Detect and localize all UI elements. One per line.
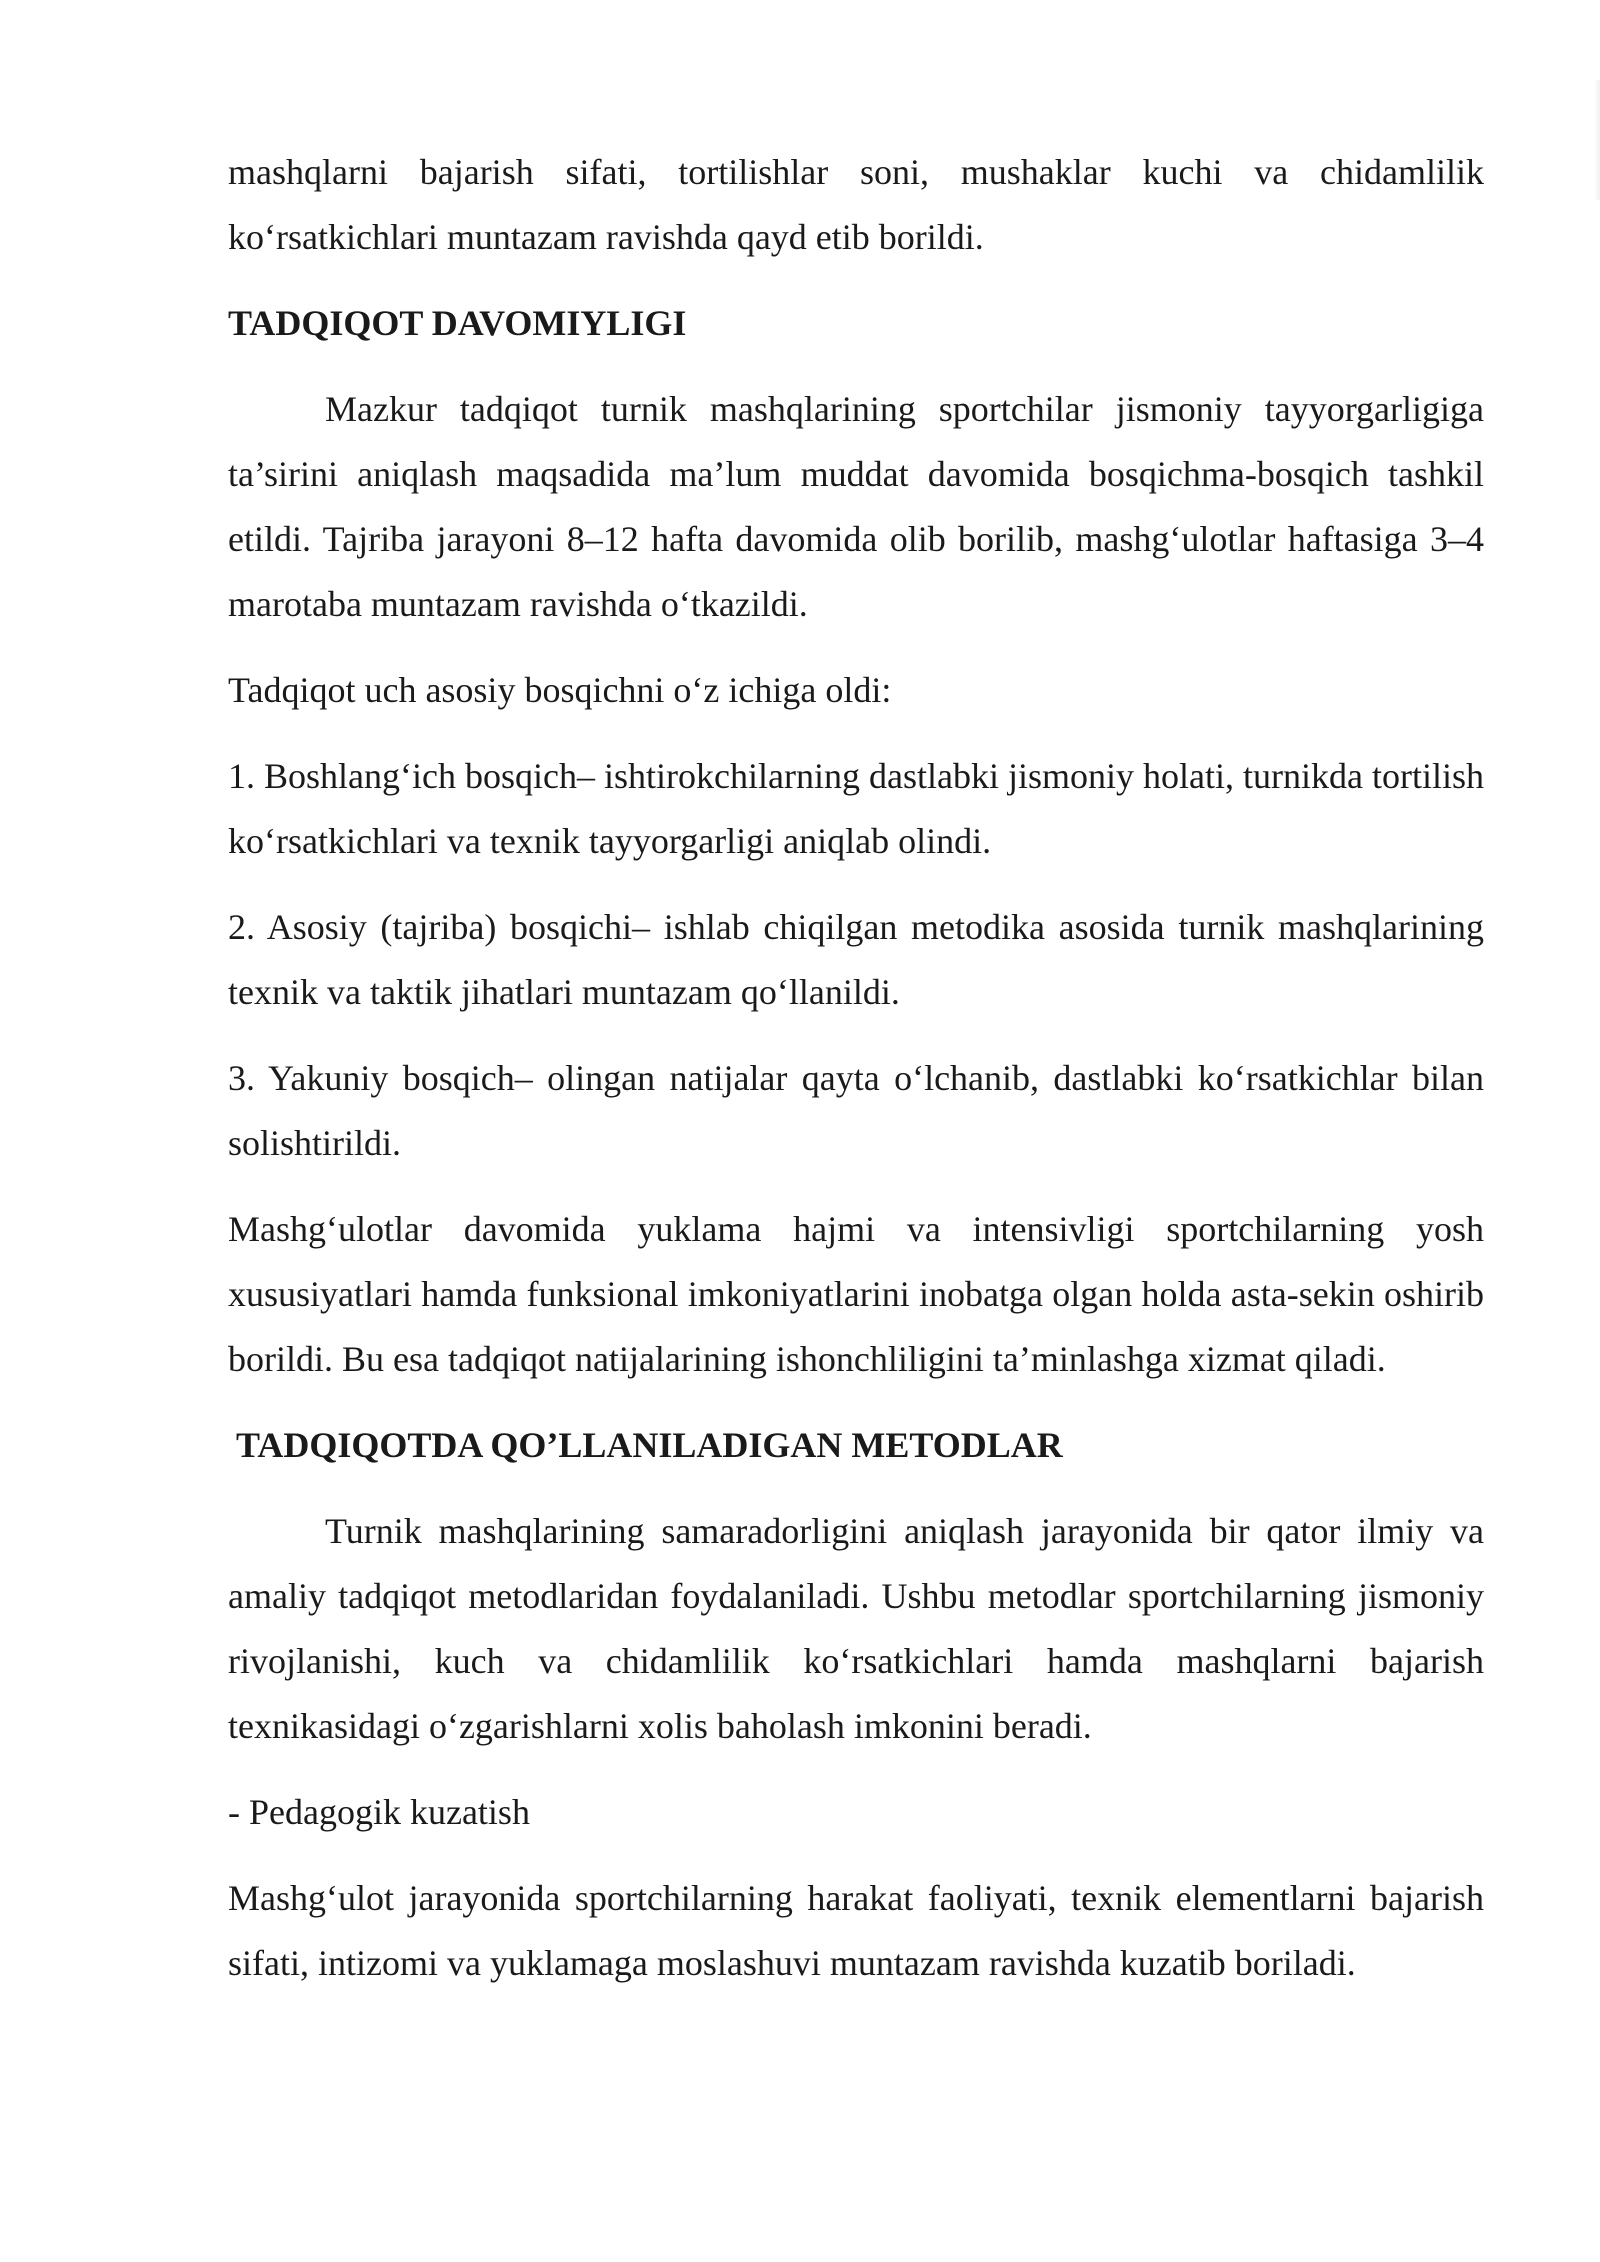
paragraph-observation-detail: Mashg‘ulot jarayonida sportchilarning harakat faoliyati, texnik elementlarni bajarish sifati, intizomi va yuklamaga moslashuvi muntazam ravishda kuzatib boriladi.: [228, 1878, 1484, 1983]
paragraph-stages-intro: Tadqiqot uch asosiy bosqichni o‘z ichiga oldi:: [228, 670, 892, 710]
paragraph-load: Mashg‘ulotlar davomida yuklama hajmi va intensivligi sportchilarning yosh xususiyatlari hamda funksional imkoniyatlarini inobatga olgan holda asta-sekin oshirib borildi. Bu esa tadqiqot natijalarining ishonchliligini ta’minlashga xizmat qiladi.: [228, 1209, 1484, 1379]
heading-duration: TADQIQOT DAVOMIYLIGI: [228, 303, 687, 343]
page-edge-shadow: [1594, 80, 1600, 200]
paragraph-duration: Mazkur tadqiqot turnik mashqlarining sportchilar jismoniy tayyorgarligiga ta’sirini aniqlash maqsadida ma’lum muddat davomida bosqichma-bosqich tashkil etildi. Tajriba jarayoni 8–12 hafta davomida olib borilib, mashg‘ulotlar haftasiga 3–4 marotaba muntazam ravishda o‘tkazildi.: [228, 389, 1484, 624]
paragraph-continuation: mashqlarni bajarish sifati, tortilishlar soni, mushaklar kuchi va chidamlilik ko‘rsatkichlari muntazam ravishda qayd etib borildi.: [228, 152, 1484, 257]
list-item-stage-3: 3. Yakuniy bosqich– olingan natijalar qayta o‘lchanib, dastlabki ko‘rsatkichlar bilan solishtirildi.: [228, 1058, 1484, 1163]
paragraph-method-observation: - Pedagogik kuzatish: [228, 1792, 530, 1832]
list-item-stage-1: 1. Boshlang‘ich bosqich– ishtirokchilarning dastlabki jismoniy holati, turnikda tortilish ko‘rsatkichlari va texnik tayyorgarligi aniqlab olindi.: [228, 756, 1484, 861]
paragraph-methods: Turnik mashqlarining samaradorligini aniqlash jarayonida bir qator ilmiy va amaliy tadqiqot metodlaridan foydalaniladi. Ushbu metodlar sportchilarning jismoniy rivojlanishi, kuch va chidamlilik ko‘rsatkichlari hamda mashqlarni bajarish texnikasidagi o‘zgarishlarni xolis baholash imkonini beradi.: [228, 1511, 1484, 1746]
heading-methods: TADQIQOTDA QO’LLANILADIGAN METODLAR: [236, 1425, 1063, 1465]
list-item-stage-2: 2. Asosiy (tajriba) bosqichi– ishlab chiqilgan metodika asosida turnik mashqlarining texnik va taktik jihatlari muntazam qo‘llanildi.: [228, 907, 1484, 1012]
document-body: [228, 140, 1484, 2017]
